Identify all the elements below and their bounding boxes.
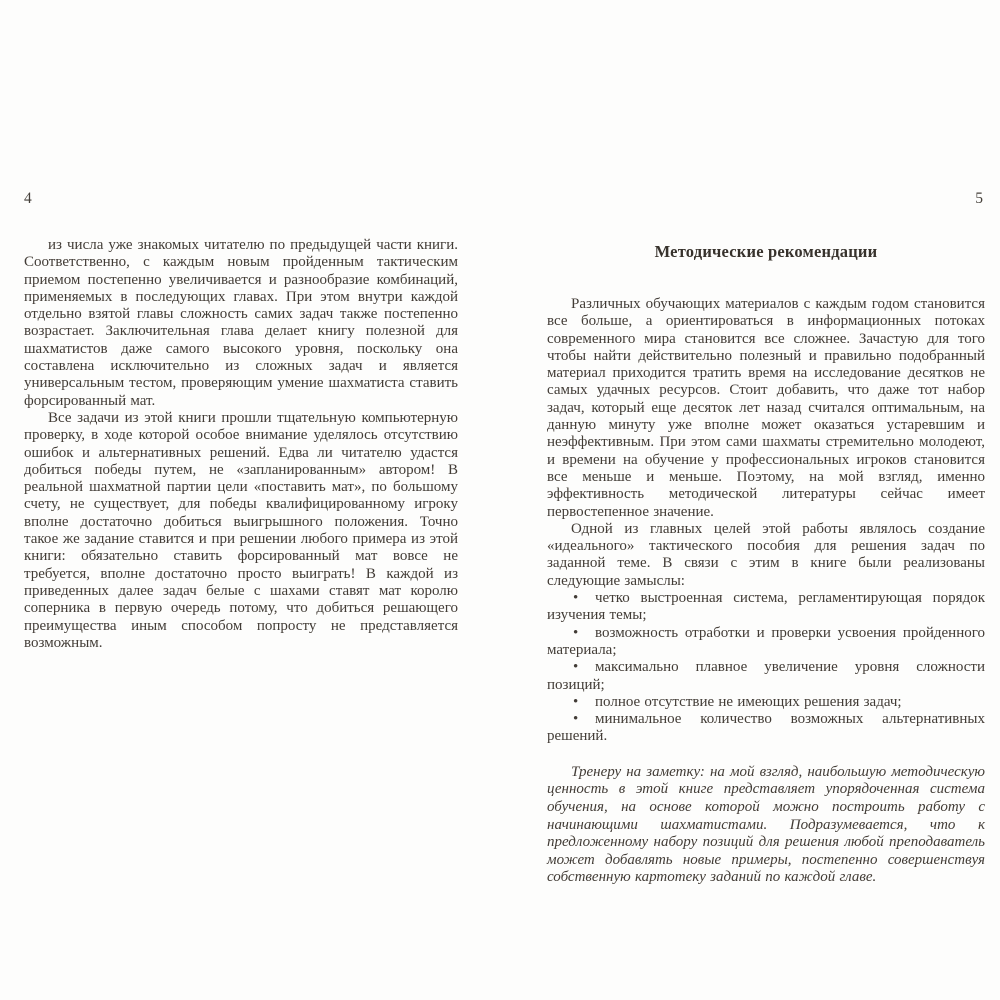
bullet-list-item [547,711,985,746]
bullet-list-item [547,590,985,625]
page-number-left: 4 [24,190,32,207]
page-left-body [24,237,458,652]
paragraph: Все задачи из этой книги прошли тщательную компьютерную проверку, в ходе которой особое внимание уделялось отсутствию ошибок и альтернативных решений. Едва ли читателю удастся добиться победы путем, не «запланированным» автором! В реальной шахматной партии цели «поставить мат», по большому счету, не существует, для победы квалифицированному игроку вполне достаточно добиться выигрышного положения. Точно такое же задание ставится и при решении любого примера из этой книги: обязательно ставить форсированный мат вовсе не требуется, вполне достаточно просто выиграть! В каждой из приведенных далее задач белые с шахами ставят мат королю соперника в первую очередь потому, что добиться решающего преимущества иным способом попросту не представляется возможным. [24,409,458,651]
trainer-note: Тренеру на заметку: на мой взгляд, наибольшую методическую ценность в этой книге представляет упорядоченная система обучения, на основе которой можно построить работу с начинающими шахматистами. Подразумевается, что к предложенному набору позиций для решения любой преподаватель может добавлять новые примеры, постепенно совершенствуя собственную картотеку заданий по каждой главе. [547,763,985,886]
page-number-right: 5 [975,190,983,207]
bullet-icon: • [573,590,579,607]
chapter-heading: Методические рекомендации [654,242,878,261]
paragraph: Различных обучающих материалов с каждым годом становится все больше, а ориентироваться в информационных потоках современного мира становится все сложнее. Зачастую для того чтобы найти действительно полезный и правильно подобранный материал приходится тратить время на исследование десятков не самых удачных ресурсов. Стоит добавить, что даже тот набор задач, который еще десяток лет назад считался оптимальным, на данную минуту уже вполне может оказаться устаревшим и неэффективным. При этом сами шахматы стремительно молодеют, и времени на обучение у профессиональных игроков становится все меньше и меньше. Поэтому, на мой взгляд, именно эффективность методической литературы сейчас имеет первостепенное значение. [547,296,985,520]
paragraph: Одной из главных целей этой работы являлось создание «идеального» тактического пособия для решения задач по заданной теме. В связи с этим в книге были реализованы следующие замыслы: [547,520,985,589]
bullet-text: четко выстроенная система, регламентирующая порядок изучения темы; [547,590,985,624]
bullet-list-item [547,694,985,711]
bullet-text: максимально плавное увеличение уровня сложности позиций; [547,659,985,693]
bullet-text: полное отсутствие не имеющих решения задач; [595,693,902,710]
page-right-body [547,242,985,887]
bullet-icon: • [573,693,579,710]
bullet-list-item [547,625,985,660]
bullet-icon: • [573,659,579,676]
bullet-text: возможность отработки и проверки усвоения пройденного материала; [547,624,985,658]
paragraph: из числа уже знакомых читателю по предыдущей части книги. Соответственно, с каждым новым пройденным тактическим приемом постепенно увеличивается и разнообразие комбинаций, применяемых в последующих главах. При этом внутри каждой отдельно взятой главы сложность самих задач также постепенно возрастает. Заключительная глава делает книгу полезной для шахматистов даже самого высокого уровня, поскольку она составлена исключительно из сложных задач и является универсальным тестом, проверяющим умение шахматиста ставить форсированный мат. [24,237,458,409]
bullet-icon: • [573,711,579,728]
bullet-icon: • [573,624,579,641]
bullet-text: минимальное количество возможных альтернативных решений. [547,711,985,745]
bullet-list-item [547,659,985,694]
